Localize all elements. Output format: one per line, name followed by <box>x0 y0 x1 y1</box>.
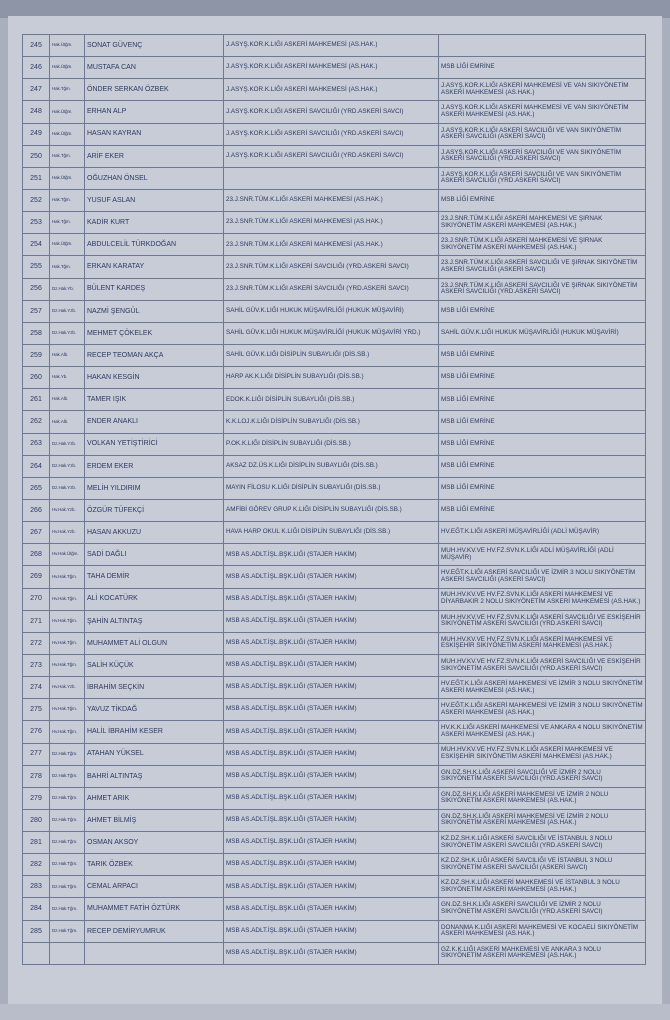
row-number-cell: 282 <box>23 854 50 876</box>
new-post-cell: GN.DZ.SH.K.LIĞI ASKERİ MAHKEMESİ VE İZMİR 2 NOLU SIKIYÖNETİM ASKERİ MAHKEMESİ (AS.HAK.) <box>439 809 646 831</box>
row-number-cell: 281 <box>23 832 50 854</box>
rank-cell: Dz.Hak.Tğm. <box>50 898 85 920</box>
current-post-cell: MSB AS.ADLT.İŞL.BŞK.LIĞI (STAJER HAKİM) <box>224 920 439 942</box>
row-number-cell: 257 <box>23 300 50 322</box>
row-number-cell <box>23 942 50 964</box>
table-row <box>23 743 646 765</box>
current-post-cell: MSB AS.ADLT.İŞL.BŞK.LIĞI (STAJER HAKİM) <box>224 832 439 854</box>
current-post-cell: HARP AK.K.LIĞI DİSİPLİN SUBAYLIĞI (DİS.SB.) <box>224 367 439 389</box>
rank-cell: Hv.Hak.Tğm. <box>50 654 85 676</box>
rank-cell: Hv.Hak.Tğm. <box>50 566 85 588</box>
current-post-cell: MSB AS.ADLT.İŞL.BŞK.LIĞI (STAJER HAKİM) <box>224 610 439 632</box>
new-post-cell: J.ASYŞ.KOR.K.LIĞI ASKERİ SAVCILIĞI VE VAN SIKIYÖNETİM ASKERİ SAVCILIĞI (ASKERİ SAVCI) <box>439 123 646 145</box>
rank-cell: Dz.Hak.Tğm. <box>50 809 85 831</box>
name-cell: CEMAL ARPACI <box>85 876 224 898</box>
rank-cell: Hak.Ütğm. <box>50 123 85 145</box>
new-post-cell: KZ.DZ.SH.K.LIĞI ASKERİ SAVCILIĞI VE İSTANBUL 3 NOLU SIKIYÖNETİM ASKERİ SAVCILIĞI (YRD.ASKERİ SAVCI) <box>439 832 646 854</box>
rank-cell: Hv.Hak.Tğm. <box>50 632 85 654</box>
rank-cell: Dz.Hak.Yzb. <box>50 455 85 477</box>
new-post-cell: MUH.HV.KV.VE HV.FZ.SVN.K.LIĞI ASKERİ SAVCILIĞI VE ESKİŞEHİR SIKIYÖNETİM ASKERİ SAVCILIĞI (YRD.ASKERİ SAVCI) <box>439 610 646 632</box>
rank-cell: Hv.Hak.Tğm. <box>50 588 85 610</box>
new-post-cell: HV.K.K.LIĞI ASKERİ MAHKEMESİ VE ANKARA 4 NOLU SIKIYÖNETİM ASKERİ MAHKEMESİ (AS.HAK.) <box>439 721 646 743</box>
row-number-cell: 277 <box>23 743 50 765</box>
table-row <box>23 677 646 699</box>
current-post-cell: 23.J.SNR.TÜM.K.LIĞI ASKERİ MAHKEMESİ (AS.HAK.) <box>224 212 439 234</box>
name-cell: NAZMİ ŞENGÜL <box>85 300 224 322</box>
current-post-cell: MSB AS.ADLT.İŞL.BŞK.LIĞI (STAJER HAKİM) <box>224 677 439 699</box>
rank-cell: Dz.Hak.Tğm. <box>50 876 85 898</box>
name-cell: ABDULCELİL TÜRKDOĞAN <box>85 234 224 256</box>
current-post-cell: SAHİL GÜV.K.LIĞI HUKUK MÜŞAVİRLİĞİ (HUKUK MÜŞAVİRİ YRD.) <box>224 322 439 344</box>
table-body <box>23 35 646 965</box>
name-cell: MUHAMMET ALİ OLGUN <box>85 632 224 654</box>
table-row <box>23 566 646 588</box>
current-post-cell: MSB AS.ADLT.İŞL.BŞK.LIĞI (STAJER HAKİM) <box>224 699 439 721</box>
name-cell: ERDEM EKER <box>85 455 224 477</box>
current-post-cell: MSB AS.ADLT.İŞL.BŞK.LIĞI (STAJER HAKİM) <box>224 809 439 831</box>
row-number-cell: 266 <box>23 499 50 521</box>
name-cell: MELİH YILDIRIM <box>85 477 224 499</box>
current-post-cell: MSB AS.ADLT.İŞL.BŞK.LIĞI (STAJER HAKİM) <box>224 632 439 654</box>
name-cell: HALİL İBRAHİM KESER <box>85 721 224 743</box>
table-row <box>23 234 646 256</box>
row-number-cell: 273 <box>23 654 50 676</box>
current-post-cell: 23.J.SNR.TÜM.K.LIĞI ASKERİ SAVCILIĞI (YRD.ASKERİ SAVCI) <box>224 256 439 278</box>
current-post-cell: MSB AS.ADLT.İŞL.BŞK.LIĞI (STAJER HAKİM) <box>224 588 439 610</box>
name-cell: ENDER ANAKLI <box>85 411 224 433</box>
current-post-cell: MSB AS.ADLT.İŞL.BŞK.LIĞI (STAJER HAKİM) <box>224 721 439 743</box>
name-cell: AHMET ARIK <box>85 787 224 809</box>
name-cell: VOLKAN YETİŞTİRİCİ <box>85 433 224 455</box>
rank-cell: Dz.Hak.Yb. <box>50 278 85 300</box>
name-cell: MEHMET ÇÖKELEK <box>85 322 224 344</box>
table-row <box>23 588 646 610</box>
name-cell: RECEP TEOMAN AKÇA <box>85 344 224 366</box>
row-number-cell: 262 <box>23 411 50 433</box>
table-row <box>23 499 646 521</box>
new-post-cell: MUH.HV.KV.VE HV.FZ.SVN.K.LIĞI ASKERİ MAHKEMESİ VE DİYARBAKIR 2 NOLU SIKIYÖNETİM ASKERİ MAHKEMESİ (AS.HAK.) <box>439 588 646 610</box>
new-post-cell: GZ.K.K.LIĞI ASKERİ MAHKEMESİ VE ANKARA 3 NOLU SIKIYÖNETİM ASKERİ MAHKEMESİ (AS.HAK.) <box>439 942 646 964</box>
current-post-cell: MAYIN FİLOSU K.LIĞI DİSİPLİN SUBAYLIĞI (DİS.SB.) <box>224 477 439 499</box>
new-post-cell: J.ASYŞ.KOR.K.LIĞI ASKERİ MAHKEMESİ VE VAN SIKIYÖNETİM ASKERİ MAHKEMESİ (AS.HAK.) <box>439 101 646 123</box>
table-row <box>23 256 646 278</box>
current-post-cell: P.OK.K.LIĞI DİSİPLİN SUBAYLIĞI (DİS.SB.) <box>224 433 439 455</box>
name-cell: ŞAHİN ALTINTAŞ <box>85 610 224 632</box>
rank-cell: Hv.Hak.Tğm. <box>50 699 85 721</box>
row-number-cell: 278 <box>23 765 50 787</box>
table-row <box>23 610 646 632</box>
new-post-cell: J.ASYŞ.KOR.K.LIĞI ASKERİ MAHKEMESİ VE VAN SIKIYÖNETİM ASKERİ MAHKEMESİ (AS.HAK.) <box>439 79 646 101</box>
row-number-cell: 247 <box>23 79 50 101</box>
rank-cell: Hak.Tğm. <box>50 145 85 167</box>
table-row <box>23 35 646 57</box>
name-cell: ATAHAN YÜKSEL <box>85 743 224 765</box>
current-post-cell: AKSAZ DZ.ÜS.K.LIĞI DİSİPLİN SUBAYLIĞI (DİS.SB.) <box>224 455 439 477</box>
new-post-cell: MSB LİĞİ EMRİNE <box>439 433 646 455</box>
current-post-cell: MSB AS.ADLT.İŞL.BŞK.LIĞI (STAJER HAKİM) <box>224 743 439 765</box>
name-cell: TAMER IŞIK <box>85 389 224 411</box>
row-number-cell: 265 <box>23 477 50 499</box>
new-post-cell: KZ.DZ.SH.K.LIĞI ASKERİ MAHKEMESİ VE İSTANBUL 3 NOLU SIKIYÖNETİM ASKERİ MAHKEMESİ (AS.HAK.) <box>439 876 646 898</box>
new-post-cell: KZ.DZ.SH.K.LIĞI ASKERİ SAVCILIĞI VE İSTANBUL 3 NOLU SIKIYÖNETİM ASKERİ SAVCILIĞI (ASKERİ SAVCI) <box>439 854 646 876</box>
rank-cell: Dz.Hak.Tğm. <box>50 854 85 876</box>
row-number-cell: 256 <box>23 278 50 300</box>
table-row <box>23 654 646 676</box>
rank-cell: Hak.Tğm. <box>50 79 85 101</box>
name-cell: RECEP DEMİRYUMRUK <box>85 920 224 942</box>
current-post-cell: AMFİBİ GÖREV GRUP K.LIĞI DİSİPLİN SUBAYLIĞI (DİS.SB.) <box>224 499 439 521</box>
rank-cell: Hak.Tğm. <box>50 256 85 278</box>
name-cell: OĞUZHAN ÖNSEL <box>85 167 224 189</box>
rank-cell: Hak.Tğm. <box>50 212 85 234</box>
row-number-cell: 258 <box>23 322 50 344</box>
table-row <box>23 632 646 654</box>
rank-cell: Hak.Yb. <box>50 367 85 389</box>
name-cell: MUSTAFA CAN <box>85 57 224 79</box>
current-post-cell: MSB AS.ADLT.İŞL.BŞK.LIĞI (STAJER HAKİM) <box>224 566 439 588</box>
new-post-cell: HV.EĞT.K.LIĞI ASKERİ SAVCILIĞI VE İZMİR 3 NOLU SIKIYÖNETİM ASKERİ SAVCILIĞI (ASKERİ SAVCI) <box>439 566 646 588</box>
name-cell: TAHA DEMİR <box>85 566 224 588</box>
table-row <box>23 278 646 300</box>
new-post-cell: DONANMA K.LIĞI ASKERİ MAHKEMESİ VE KOCAELİ SIKIYÖNETİM ASKERİ MAHKEMESİ (AS.HAK.) <box>439 920 646 942</box>
row-number-cell: 250 <box>23 145 50 167</box>
rank-cell: Hv.Hak.Yzb. <box>50 677 85 699</box>
table-row <box>23 189 646 211</box>
row-number-cell: 276 <box>23 721 50 743</box>
name-cell <box>85 942 224 964</box>
row-number-cell: 270 <box>23 588 50 610</box>
current-post-cell: EDOK.K.LIĞI DİSİPLİN SUBAYLIĞI (DİS.SB.) <box>224 389 439 411</box>
table-row <box>23 854 646 876</box>
new-post-cell: MUH.HV.KV.VE HV.FZ.SVN.K.LIĞI ASKERİ MAHKEMESİ VE ESKİŞEHİR SIKIYÖNETİM ASKERİ MAHKEMESİ (AS.HAK.) <box>439 743 646 765</box>
row-number-cell: 261 <box>23 389 50 411</box>
new-post-cell: HV.EĞT.K.LIĞI ASKERİ MAHKEMESİ VE İZMİR 3 NOLU SIKIYÖNETİM ASKERİ MAHKEMESİ (AS.HAK.) <box>439 699 646 721</box>
rank-cell <box>50 942 85 964</box>
new-post-cell: MSB LİĞİ EMRİNE <box>439 57 646 79</box>
name-cell: TARIK ÖZBEK <box>85 854 224 876</box>
table-row <box>23 145 646 167</box>
row-number-cell: 255 <box>23 256 50 278</box>
table-row <box>23 101 646 123</box>
current-post-cell: MSB AS.ADLT.İŞL.BŞK.LIĞI (STAJER HAKİM) <box>224 942 439 964</box>
table-row <box>23 699 646 721</box>
current-post-cell: MSB AS.ADLT.İŞL.BŞK.LIĞI (STAJER HAKİM) <box>224 544 439 566</box>
new-post-cell: 23.J.SNR.TÜM.K.LIĞI ASKERİ SAVCILIĞI VE ŞIRNAK SIKIYÖNETİM ASKERİ SAVCILIĞI (ASKERİ SAVCI) <box>439 256 646 278</box>
table-row <box>23 300 646 322</box>
row-number-cell: 283 <box>23 876 50 898</box>
rank-cell: Dz.Hak.Tğm. <box>50 832 85 854</box>
row-number-cell: 275 <box>23 699 50 721</box>
name-cell: ÖZGÜR TÜFEKÇİ <box>85 499 224 521</box>
current-post-cell: SAHİL GÜV.K.LIĞI HUKUK MÜŞAVİRLİĞİ (HUKUK MÜŞAVİRİ) <box>224 300 439 322</box>
rank-cell: Hak.Alb. <box>50 389 85 411</box>
row-number-cell: 264 <box>23 455 50 477</box>
name-cell: BÜLENT KARDEŞ <box>85 278 224 300</box>
rank-cell: Dz.Hak.Yzb. <box>50 322 85 344</box>
table-row <box>23 389 646 411</box>
new-post-cell: MSB LİĞİ EMRİNE <box>439 367 646 389</box>
new-post-cell: MSB LİĞİ EMRİNE <box>439 499 646 521</box>
new-post-cell: MUH.HV.KV.VE HV.FZ.SVN.K.LIĞI ASKERİ MAHKEMESİ VE ESKİŞEHİR SIKIYÖNETİM ASKERİ MAHKEMESİ (AS.HAK.) <box>439 632 646 654</box>
row-number-cell: 268 <box>23 544 50 566</box>
rank-cell: Hv.Hak.Tğm. <box>50 610 85 632</box>
new-post-cell: MUH.HV.KV.VE HV.FZ.SVN.K.LIĞI ADLİ MÜŞAVİRLİĞİ (ADLİ MÜŞAVİR) <box>439 544 646 566</box>
rank-cell: Hv.Hak.Tğm. <box>50 721 85 743</box>
table-row <box>23 455 646 477</box>
rank-cell: Hak.Ütğm. <box>50 57 85 79</box>
rank-cell: Hak.Tğm. <box>50 189 85 211</box>
current-post-cell: J.ASYŞ.KOR.K.LIĞI ASKERİ SAVCILIĞI (YRD.ASKERİ SAVCI) <box>224 123 439 145</box>
table-row <box>23 212 646 234</box>
name-cell: YAVUZ TİKDAĞ <box>85 699 224 721</box>
row-number-cell: 251 <box>23 167 50 189</box>
scan-bottom-band <box>0 1004 670 1020</box>
table-row <box>23 344 646 366</box>
row-number-cell: 271 <box>23 610 50 632</box>
new-post-cell <box>439 35 646 57</box>
table-row <box>23 411 646 433</box>
new-post-cell: 23.J.SNR.TÜM.K.LIĞI ASKERİ MAHKEMESİ VE ŞIRNAK SIKIYÖNETİM ASKERİ MAHKEMESİ (AS.HAK.) <box>439 212 646 234</box>
new-post-cell: HV.EĞT.K.LIĞI ASKERİ MAHKEMESİ VE İZMİR 3 NOLU SIKIYÖNETİM ASKERİ MAHKEMESİ (AS.HAK.) <box>439 677 646 699</box>
current-post-cell: HAVA HARP OKUL K.LIĞI DİSİPLİN SUBAYLIĞI (DİS.SB.) <box>224 522 439 544</box>
new-post-cell: MSB LİĞİ EMRİNE <box>439 344 646 366</box>
name-cell: HASAN AKKUZU <box>85 522 224 544</box>
table-row <box>23 57 646 79</box>
name-cell: OSMAN AKSOY <box>85 832 224 854</box>
row-number-cell: 259 <box>23 344 50 366</box>
row-number-cell: 284 <box>23 898 50 920</box>
name-cell: SALİH KÜÇÜK <box>85 654 224 676</box>
current-post-cell: MSB AS.ADLT.İŞL.BŞK.LIĞI (STAJER HAKİM) <box>224 654 439 676</box>
row-number-cell: 260 <box>23 367 50 389</box>
current-post-cell: 23.J.SNR.TÜM.K.LIĞI ASKERİ MAHKEMESİ (AS.HAK.) <box>224 189 439 211</box>
new-post-cell: MSB LİĞİ EMRİNE <box>439 411 646 433</box>
table-row <box>23 832 646 854</box>
new-post-cell: GN.DZ.SH.K.LIĞI ASKERİ MAHKEMESİ VE İZMİR 2 NOLU SIKIYÖNETİM ASKERİ MAHKEMESİ (AS.HAK.) <box>439 787 646 809</box>
new-post-cell: MSB LİĞİ EMRİNE <box>439 300 646 322</box>
current-post-cell: J.ASYŞ.KOR.K.LIĞI ASKERİ MAHKEMESİ (AS.HAK.) <box>224 79 439 101</box>
new-post-cell: MSB LİĞİ EMRİNE <box>439 389 646 411</box>
current-post-cell: K.K.LOJ.K.LIĞI DİSİPLİN SUBAYLIĞI (DİS.SB.) <box>224 411 439 433</box>
table-row <box>23 765 646 787</box>
table-row <box>23 367 646 389</box>
row-number-cell: 279 <box>23 787 50 809</box>
rank-cell: Hak.Alb. <box>50 411 85 433</box>
rank-cell: Dz.Hak.Yzb. <box>50 477 85 499</box>
name-cell: ÖNDER SERKAN ÖZBEK <box>85 79 224 101</box>
row-number-cell: 248 <box>23 101 50 123</box>
rank-cell: Dz.Hak.Yzb. <box>50 300 85 322</box>
current-post-cell: MSB AS.ADLT.İŞL.BŞK.LIĞI (STAJER HAKİM) <box>224 787 439 809</box>
new-post-cell: MUH.HV.KV.VE HV.FZ.SVN.K.LIĞI ASKERİ SAVCILIĞI VE ESKİŞEHİR SIKIYÖNETİM ASKERİ SAVCILIĞI (YRD.ASKERİ SAVCI) <box>439 654 646 676</box>
rank-cell: Dz.Hak.Tğm. <box>50 787 85 809</box>
new-post-cell: HV.EĞT.K.LIĞI ASKERİ MÜŞAVİRLİĞİ (ADLİ MÜŞAVİR) <box>439 522 646 544</box>
new-post-cell: SAHİL GÜV.K.LIĞI HUKUK MÜŞAVİRLİĞİ (HUKUK MÜŞAVİRİ) <box>439 322 646 344</box>
name-cell: SONAT GÜVENÇ <box>85 35 224 57</box>
row-number-cell: 263 <box>23 433 50 455</box>
rank-cell: Hv.Hak.Yzb. <box>50 522 85 544</box>
rank-cell: Hv.Hak.Ütğm. <box>50 544 85 566</box>
new-post-cell: MSB LİĞİ EMRİNE <box>439 477 646 499</box>
name-cell: HASAN KAYRAN <box>85 123 224 145</box>
name-cell: İBRAHİM SEÇKİN <box>85 677 224 699</box>
table-row <box>23 123 646 145</box>
name-cell: ARİF EKER <box>85 145 224 167</box>
new-post-cell: GN.DZ.SH.K.LIĞI ASKERİ SAVCILIĞI VE İZMİR 2 NOLU SIKIYÖNETİM ASKERİ SAVCILIĞI (YRD.ASKERİ SAVCI) <box>439 898 646 920</box>
rank-cell: Hak.Alb. <box>50 344 85 366</box>
rank-cell: Hak.Ütğm. <box>50 35 85 57</box>
row-number-cell: 274 <box>23 677 50 699</box>
table-row <box>23 809 646 831</box>
current-post-cell: MSB AS.ADLT.İŞL.BŞK.LIĞI (STAJER HAKİM) <box>224 765 439 787</box>
table-row <box>23 477 646 499</box>
current-post-cell: MSB AS.ADLT.İŞL.BŞK.LIĞI (STAJER HAKİM) <box>224 898 439 920</box>
table-row <box>23 876 646 898</box>
name-cell: HAKAN KESGİN <box>85 367 224 389</box>
current-post-cell: J.ASYŞ.KOR.K.LIĞI ASKERİ SAVCILIĞI (YRD.ASKERİ SAVCI) <box>224 101 439 123</box>
name-cell: YUSUF ASLAN <box>85 189 224 211</box>
new-post-cell: 23.J.SNR.TÜM.K.LIĞI ASKERİ MAHKEMESİ VE ŞIRNAK SIKIYÖNETİM ASKERİ MAHKEMESİ (AS.HAK.) <box>439 234 646 256</box>
new-post-cell: J.ASYŞ.KOR.K.LIĞI ASKERİ SAVCILIĞI VE VAN SIKIYÖNETİM ASKERİ SAVCILIĞI (YRD.ASKERİ SAVCI) <box>439 145 646 167</box>
name-cell: ERKAN KARATAY <box>85 256 224 278</box>
table-row <box>23 721 646 743</box>
rank-cell: Hak.Ütğm. <box>50 167 85 189</box>
new-post-cell: MSB LİĞİ EMRİNE <box>439 455 646 477</box>
table-row <box>23 433 646 455</box>
rank-cell: Dz.Hak.Tğm. <box>50 743 85 765</box>
name-cell: ALİ KOCATÜRK <box>85 588 224 610</box>
new-post-cell: 23.J.SNR.TÜM.K.LIĞI ASKERİ SAVCILIĞI VE ŞIRNAK SIKIYÖNETİM ASKERİ SAVCILIĞI (YRD.ASKERİ SAVCI) <box>439 278 646 300</box>
row-number-cell: 267 <box>23 522 50 544</box>
rank-cell: Dz.Hak.Tğm. <box>50 765 85 787</box>
current-post-cell: MSB AS.ADLT.İŞL.BŞK.LIĞI (STAJER HAKİM) <box>224 854 439 876</box>
name-cell: SADİ DAĞLI <box>85 544 224 566</box>
new-post-cell: MSB LİĞİ EMRİNE <box>439 189 646 211</box>
current-post-cell: 23.J.SNR.TÜM.K.LIĞI ASKERİ SAVCILIĞI (YRD.ASKERİ SAVCI) <box>224 278 439 300</box>
row-number-cell: 285 <box>23 920 50 942</box>
rank-cell: Hak.Ütğm. <box>50 234 85 256</box>
new-post-cell: J.ASYŞ.KOR.K.LIĞI ASKERİ SAVCILIĞI VE VAN SIKIYÖNETİM ASKERİ SAVCILIĞI (YRD.ASKERİ SAVCI) <box>439 167 646 189</box>
current-post-cell: 23.J.SNR.TÜM.K.LIĞI ASKERİ MAHKEMESİ (AS.HAK.) <box>224 234 439 256</box>
name-cell: AHMET BİLMİŞ <box>85 809 224 831</box>
row-number-cell: 254 <box>23 234 50 256</box>
rank-cell: Hak.Ütğm. <box>50 101 85 123</box>
current-post-cell: SAHİL GÜV.K.LIĞI DİSİPLİN SUBAYLIĞI (DİS.SB.) <box>224 344 439 366</box>
current-post-cell: MSB AS.ADLT.İŞL.BŞK.LIĞI (STAJER HAKİM) <box>224 876 439 898</box>
row-number-cell: 272 <box>23 632 50 654</box>
row-number-cell: 246 <box>23 57 50 79</box>
name-cell: MUHAMMET FATİH ÖZTÜRK <box>85 898 224 920</box>
table-row <box>23 79 646 101</box>
row-number-cell: 245 <box>23 35 50 57</box>
table-row <box>23 898 646 920</box>
row-number-cell: 249 <box>23 123 50 145</box>
personnel-assignment-table <box>22 34 646 965</box>
table-row <box>23 920 646 942</box>
current-post-cell: J.ASYŞ.KOR.K.LIĞI ASKERİ MAHKEMESİ (AS.HAK.) <box>224 35 439 57</box>
row-number-cell: 252 <box>23 189 50 211</box>
name-cell: BAHRİ ALTINTAŞ <box>85 765 224 787</box>
table-row <box>23 942 646 964</box>
name-cell: ERHAN ALP <box>85 101 224 123</box>
table-row <box>23 167 646 189</box>
rank-cell: Dz.Hak.Tğm. <box>50 920 85 942</box>
current-post-cell: J.ASYŞ.KOR.K.LIĞI ASKERİ MAHKEMESİ (AS.HAK.) <box>224 57 439 79</box>
current-post-cell <box>224 167 439 189</box>
table-row <box>23 787 646 809</box>
rank-cell: Hv.Hak.Yzb. <box>50 499 85 521</box>
row-number-cell: 253 <box>23 212 50 234</box>
table-row <box>23 544 646 566</box>
name-cell: KADİR KURT <box>85 212 224 234</box>
new-post-cell: GN.DZ.SH.K.LIĞI ASKERİ SAVCILIĞI VE İZMİR 2 NOLU SIKIYÖNETİM ASKERİ SAVCILIĞI (YRD.ASKERİ SAVCI) <box>439 765 646 787</box>
row-number-cell: 280 <box>23 809 50 831</box>
table-row <box>23 522 646 544</box>
table-row <box>23 322 646 344</box>
rank-cell: Dz.Hak.Yzb. <box>50 433 85 455</box>
row-number-cell: 269 <box>23 566 50 588</box>
current-post-cell: J.ASYŞ.KOR.K.LIĞI ASKERİ SAVCILIĞI (YRD.ASKERİ SAVCI) <box>224 145 439 167</box>
